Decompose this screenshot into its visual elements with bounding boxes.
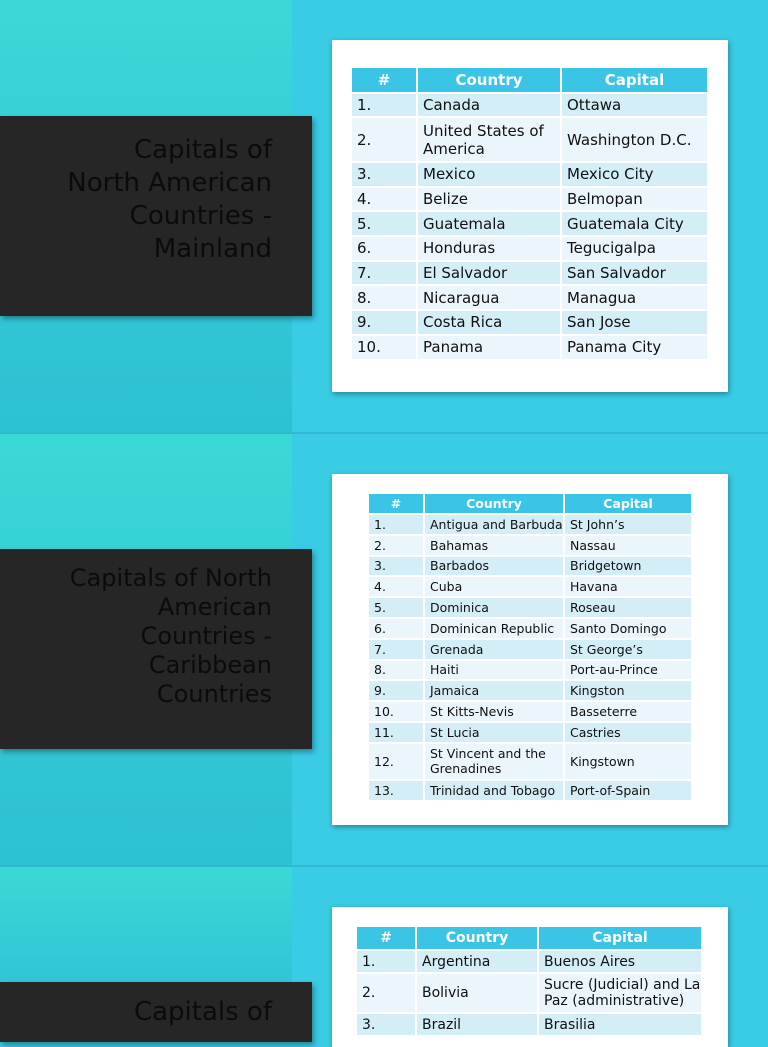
table-row: [369, 557, 691, 578]
table-row: [369, 536, 691, 557]
table-row: [369, 681, 691, 702]
cell-number: 1.: [352, 94, 418, 118]
cell-country: St Vincent and the Grenadines: [425, 744, 565, 781]
cell-number: 3.: [357, 1014, 417, 1037]
cell-capital: San Jose: [562, 311, 707, 336]
table-header-row: [369, 494, 691, 515]
table-header-row: [357, 927, 701, 951]
table-row: [369, 661, 691, 682]
cell-number: 9.: [352, 311, 418, 336]
title-line: Capitals of: [133, 135, 272, 165]
cell-country: Jamaica: [425, 681, 565, 702]
slide-title: [134, 996, 272, 1029]
header-country: Country: [417, 927, 539, 951]
title-box: [0, 116, 312, 316]
cell-country: Nicaragua: [418, 286, 562, 311]
cell-country: Mexico: [418, 163, 562, 188]
cell-number: 4.: [369, 577, 425, 598]
cell-capital: Santo Domingo: [565, 619, 691, 640]
cell-number: 13.: [369, 781, 425, 802]
cell-number: 2.: [369, 536, 425, 557]
title-line: North American: [67, 168, 272, 198]
cell-country: Bahamas: [425, 536, 565, 557]
cell-number: 7.: [352, 262, 418, 287]
header-number: #: [369, 494, 425, 515]
cell-country: Honduras: [418, 237, 562, 262]
table-row: [352, 163, 707, 188]
title-line: Countries -: [140, 622, 272, 650]
cell-country: St Lucia: [425, 723, 565, 744]
cell-capital: Ottawa: [562, 94, 707, 118]
table-row: [352, 94, 707, 118]
cell-capital: Nassau: [565, 536, 691, 557]
header-number: #: [357, 927, 417, 951]
cell-number: 7.: [369, 640, 425, 661]
cell-country: Haiti: [425, 661, 565, 682]
cell-number: 8.: [352, 286, 418, 311]
title-line: Capitals of: [133, 997, 272, 1027]
cell-number: 5.: [369, 598, 425, 619]
cell-capital: Kingston: [565, 681, 691, 702]
header-capital: Capital: [565, 494, 691, 515]
table-card: [332, 907, 728, 1047]
cell-country: United States of America: [418, 118, 562, 163]
table-row: [352, 212, 707, 237]
cell-number: 2.: [352, 118, 418, 163]
cell-country: Trinidad and Tobago: [425, 781, 565, 802]
slide-caribbean: [0, 434, 768, 865]
header-country: Country: [418, 68, 562, 94]
table-row: [369, 577, 691, 598]
table-row: [352, 118, 707, 163]
table-row: [352, 262, 707, 287]
table-row: [369, 619, 691, 640]
title-line: Capitals of North: [69, 564, 272, 592]
cell-country: Brazil: [417, 1014, 539, 1037]
cell-capital: Brasilia: [539, 1014, 701, 1037]
title-line: Mainland: [153, 234, 272, 264]
table-row: [369, 702, 691, 723]
title-line: Countries: [156, 680, 272, 708]
table-row: [369, 744, 691, 781]
table-row: [369, 640, 691, 661]
cell-country: Cuba: [425, 577, 565, 598]
cell-capital: St George’s: [565, 640, 691, 661]
cell-capital: Havana: [565, 577, 691, 598]
cell-capital: Castries: [565, 723, 691, 744]
cell-number: 12.: [369, 744, 425, 781]
cell-number: 3.: [369, 557, 425, 578]
cell-number: 11.: [369, 723, 425, 744]
cell-country: Grenada: [425, 640, 565, 661]
cell-country: Canada: [418, 94, 562, 118]
table-row: [352, 286, 707, 311]
cell-capital: Roseau: [565, 598, 691, 619]
cell-country: Antigua and Barbuda: [425, 515, 565, 536]
slide-title: [67, 134, 272, 266]
cell-capital: Panama City: [562, 336, 707, 361]
slide-title: [70, 564, 272, 709]
table-row: [352, 188, 707, 213]
cell-capital: San Salvador: [562, 262, 707, 287]
cell-country: Belize: [418, 188, 562, 213]
cell-capital: Mexico City: [562, 163, 707, 188]
title-box: [0, 982, 312, 1042]
header-number: #: [352, 68, 418, 94]
cell-capital: Buenos Aires: [539, 951, 701, 974]
cell-capital: Basseterre: [565, 702, 691, 723]
cell-capital: Sucre (Judicial) and La Paz (administrative): [539, 974, 701, 1014]
cell-country: Dominican Republic: [425, 619, 565, 640]
cell-capital: Kingstown: [565, 744, 691, 781]
slide-south-america: [0, 867, 768, 1033]
cell-number: 10.: [369, 702, 425, 723]
cell-country: Dominica: [425, 598, 565, 619]
title-line: Caribbean: [148, 651, 272, 679]
cell-country: El Salvador: [418, 262, 562, 287]
capitals-table: [352, 68, 707, 361]
cell-number: 9.: [369, 681, 425, 702]
table-row: [357, 974, 701, 1014]
cell-number: 3.: [352, 163, 418, 188]
header-capital: Capital: [562, 68, 707, 94]
table-row: [352, 336, 707, 361]
cell-capital: Belmopan: [562, 188, 707, 213]
cell-capital: Guatemala City: [562, 212, 707, 237]
capitals-table: [369, 494, 691, 802]
table-row: [357, 951, 701, 974]
table-row: [352, 237, 707, 262]
cell-country: Panama: [418, 336, 562, 361]
cell-number: 4.: [352, 188, 418, 213]
table-row: [369, 598, 691, 619]
cell-capital: Port-au-Prince: [565, 661, 691, 682]
cell-capital: Managua: [562, 286, 707, 311]
cell-number: 1.: [357, 951, 417, 974]
cell-capital: Tegucigalpa: [562, 237, 707, 262]
cell-country: Argentina: [417, 951, 539, 974]
table-row: [369, 781, 691, 802]
cell-capital: Washington D.C.: [562, 118, 707, 163]
cell-capital: Bridgetown: [565, 557, 691, 578]
header-capital: Capital: [539, 927, 701, 951]
cell-number: 5.: [352, 212, 418, 237]
cell-number: 2.: [357, 974, 417, 1014]
cell-country: Guatemala: [418, 212, 562, 237]
table-row: [369, 515, 691, 536]
cell-number: 10.: [352, 336, 418, 361]
capitals-table: [357, 927, 701, 1037]
title-box: [0, 549, 312, 749]
header-country: Country: [425, 494, 565, 515]
title-line: Countries -: [129, 201, 272, 231]
table-card: [332, 474, 728, 825]
table-card: [332, 40, 728, 392]
cell-country: Bolivia: [417, 974, 539, 1014]
table-header-row: [352, 68, 707, 94]
cell-number: 6.: [369, 619, 425, 640]
table-row: [357, 1014, 701, 1037]
cell-number: 8.: [369, 661, 425, 682]
slide-mainland: [0, 0, 768, 432]
cell-country: Costa Rica: [418, 311, 562, 336]
cell-country: St Kitts-Nevis: [425, 702, 565, 723]
cell-number: 1.: [369, 515, 425, 536]
cell-number: 6.: [352, 237, 418, 262]
table-row: [352, 311, 707, 336]
cell-country: Barbados: [425, 557, 565, 578]
title-line: American: [157, 593, 272, 621]
cell-capital: St John’s: [565, 515, 691, 536]
cell-capital: Port-of-Spain: [565, 781, 691, 802]
table-row: [369, 723, 691, 744]
